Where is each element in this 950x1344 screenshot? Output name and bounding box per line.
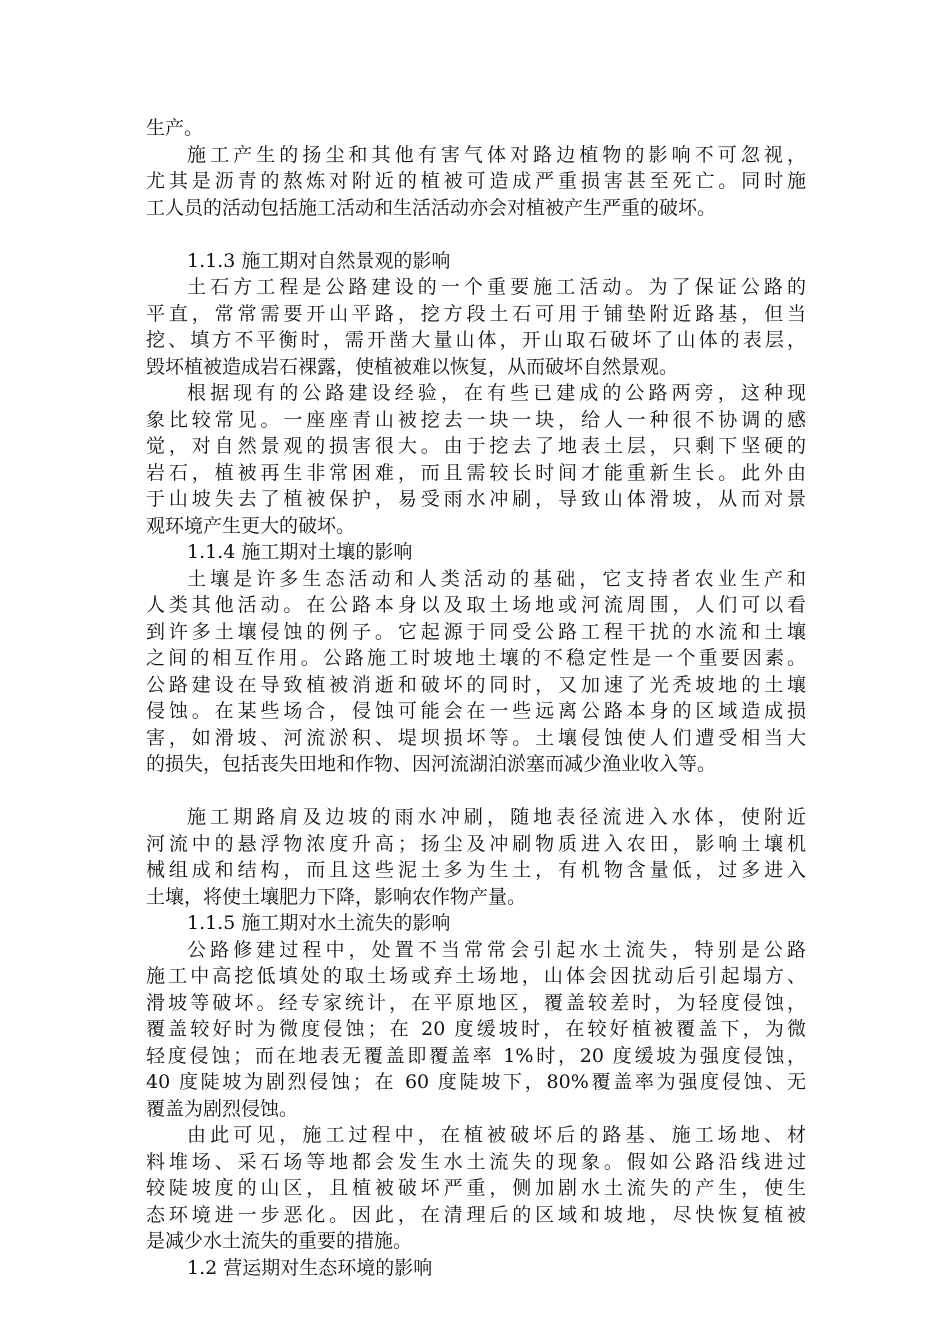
paragraph-line: 工人员的活动包括施工活动和生活活动亦会对植被产生严重的破坏。 <box>146 196 717 219</box>
paragraph-line: 较陡坡度的山区，且植被破坏严重，侧加剧水土流失的产生，使生 <box>146 1177 806 1199</box>
paragraph-line: 尤其是沥青的熬炼对附近的植被可造成严重损害甚至死亡。同时施 <box>146 170 806 192</box>
paragraph-line: 滑坡等破坏。经专家统计，在平原地区，覆盖较差时，为轻度侵蚀， <box>146 991 806 1014</box>
paragraph-line: 施工产生的扬尘和其他有害气体对路边植物的影响不可忽视， <box>187 143 806 166</box>
paragraph-line: 料堆场、采石场等地都会发生水土流失的现象。假如公路沿线进过 <box>146 1150 806 1173</box>
paragraph-gap <box>146 221 806 248</box>
paragraph-line: 轻度侵蚀；而在地表无覆盖即覆盖率 1%时，20 度缓坡为强度侵蚀， <box>146 1044 806 1067</box>
paragraph-line: 侵蚀。在某些场合，侵蚀可能会在一些远离公路本身的区域造成损 <box>146 700 806 722</box>
paragraph-line: 毁坏植被造成岩石裸露，使植被难以恢复，从而破坏自然景观。 <box>146 355 679 378</box>
paragraph-line: 观环境产生更大的破坏。 <box>146 514 356 537</box>
paragraph-line: 土壤，将使土壤肥力下降，影响农作物产量。 <box>146 885 527 908</box>
paragraph-line: 平直，常常需要开山平路，挖方段土石可用于铺垫附近路基，但当 <box>146 302 806 325</box>
paragraph-line: 覆盖较好时为微度侵蚀；在 20 度缓坡时，在较好植被覆盖下，为微 <box>146 1018 806 1040</box>
section-heading: 1.1.4 施工期对土壤的影响 <box>187 541 413 563</box>
paragraph-line: 公路建设在导致植被消逝和破坏的同时，又加速了光秃坡地的土壤 <box>146 673 806 696</box>
paragraph-line: 之间的相互作用。公路施工时坡地土壤的不稳定性是一个重要因素。 <box>146 647 806 669</box>
paragraph-line: 土壤是许多生态活动和人类活动的基础，它支持者农业生产和 <box>187 567 806 590</box>
section-heading: 1.1.5 施工期对水土流失的影响 <box>187 912 451 934</box>
paragraph-line: 于山坡失去了植被保护，易受雨水冲刷，导致山体滑坡，从而对景 <box>146 488 806 510</box>
paragraph-line: 施工期路肩及边坡的雨水冲刷，随地表径流进入水体，使附近 <box>187 806 806 828</box>
paragraph-line: 挖、填方不平衡时，需开凿大量山体，开山取石破坏了山体的表层， <box>146 329 806 351</box>
paragraph-line: 河流中的悬浮物浓度升高；扬尘及冲刷物质进入农田，影响土壤机 <box>146 832 806 855</box>
paragraph-line: 害，如滑坡、河流淤积、堤坝损坏等。土壤侵蚀使人们遭受相当大 <box>146 726 806 749</box>
paragraph-line: 覆盖为剧烈侵蚀。 <box>146 1097 299 1120</box>
paragraph-line: 生产。 <box>146 117 204 139</box>
paragraph-line: 到许多土壤侵蚀的例子。它起源于同受公路工程干扰的水流和土壤 <box>146 620 806 643</box>
paragraph-line: 象比较常见。一座座青山被挖去一块一块，给人一种很不协调的感 <box>146 408 806 431</box>
paragraph-line: 施工中高挖低填处的取土场或弃土场地，山体会因扰动后引起塌方、 <box>146 965 806 987</box>
paragraph-line: 根据现有的公路建设经验，在有些已建成的公路两旁，这种现 <box>187 382 806 404</box>
paragraph-line: 的损失，包括丧失田地和作物、因河流湖泊淤塞而减少渔业收入等。 <box>146 753 717 775</box>
document-body <box>146 115 806 1281</box>
paragraph-line: 觉，对自然景观的损害很大。由于挖去了地表土层，只剩下坚硬的 <box>146 435 806 457</box>
paragraph-line: 40 度陡坡为剧烈侵蚀；在 60 度陡坡下，80%覆盖率为强度侵蚀、无 <box>146 1071 806 1093</box>
paragraph-line: 公路修建过程中，处置不当常常会引起水土流失，特别是公路 <box>187 938 806 961</box>
section-heading: 1.1.3 施工期对自然景观的影响 <box>187 249 451 272</box>
paragraph-line: 土石方工程是公路建设的一个重要施工活动。为了保证公路的 <box>187 276 806 298</box>
paragraph-line: 械组成和结构，而且这些泥土多为生土，有机物含量低，过多进入 <box>146 859 806 881</box>
paragraph-line: 态环境进一步恶化。因此，在清理后的区域和坡地，尽快恢复植被 <box>146 1203 806 1226</box>
paragraph-line: 是减少水土流失的重要的措施。 <box>146 1230 413 1252</box>
section-heading: 1.2 营运期对生态环境的影响 <box>187 1256 433 1279</box>
paragraph-line: 由此可见，施工过程中，在植被破坏后的路基、施工场地、材 <box>187 1124 806 1146</box>
paragraph-gap <box>146 778 806 805</box>
paragraph-line: 人类其他活动。在公路本身以及取土场地或河流周围，人们可以看 <box>146 594 806 616</box>
paragraph-line: 岩石，植被再生非常困难，而且需较长时间才能重新生长。此外由 <box>146 461 806 484</box>
